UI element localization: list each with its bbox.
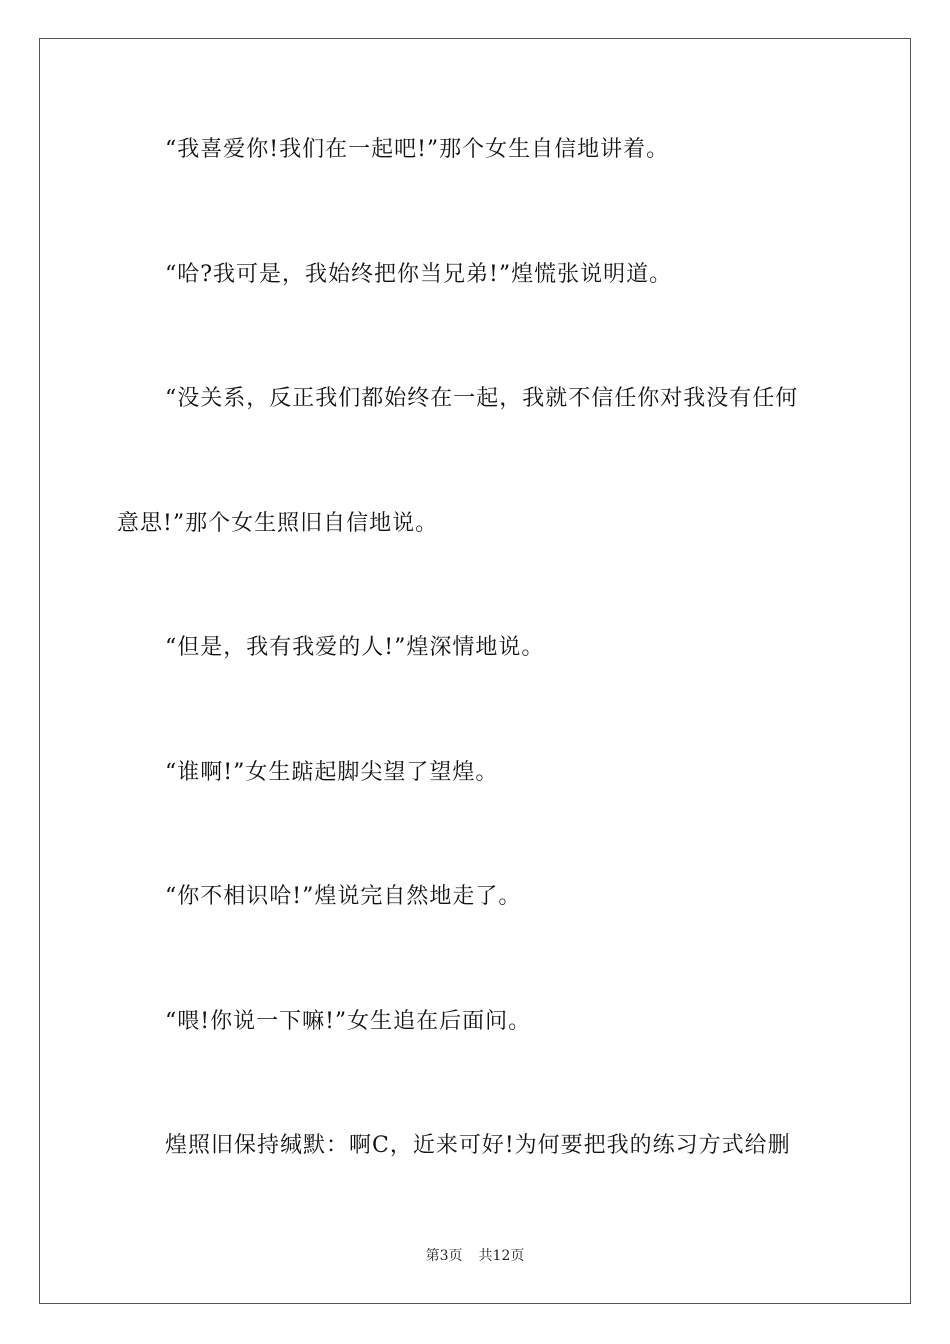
page-number-current: 第3页: [425, 1248, 463, 1264]
page-border: [39, 38, 911, 1304]
paragraph-1: “我喜爱你!我们在一起吧!”那个女生自信地讲着。: [165, 137, 670, 162]
page-footer: [0, 1247, 950, 1265]
page-number-total: 共12页: [478, 1248, 525, 1264]
paragraph-4: “但是，我有我爱的人!”煌深情地说。: [165, 635, 545, 660]
paragraph-3-line-2: 意思!”那个女生照旧自信地说。: [117, 511, 439, 536]
paragraph-6: “你不相识哈!”煌说完自然地走了。: [165, 884, 522, 909]
paragraph-3-line-1: “没关系，反正我们都始终在一起，我就不信任你对我没有任何: [165, 386, 799, 411]
paragraph-5: “谁啊!”女生踮起脚尖望了望煌。: [165, 760, 499, 785]
paragraph-2: “哈?我可是，我始终把你当兄弟!”煌慌张说明道。: [165, 262, 673, 287]
paragraph-7: “喂!你说一下嘛!”女生追在后面问。: [165, 1009, 532, 1034]
paragraph-8: 煌照旧保持缄默：啊C，近来可好!为何要把我的练习方式给删: [165, 1133, 791, 1158]
